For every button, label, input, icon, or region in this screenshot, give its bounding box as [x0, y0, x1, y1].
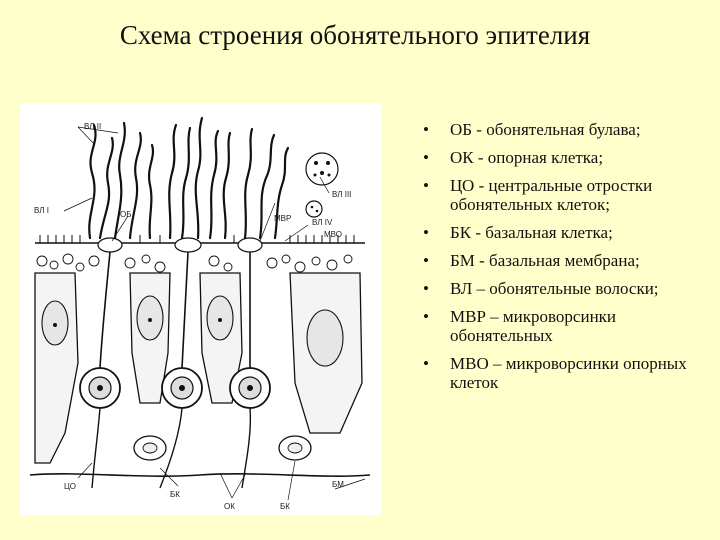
- label-vl1: ВЛ I: [34, 206, 49, 215]
- legend-list: [420, 120, 705, 401]
- legend-item-ob: • ОБ - обонятельная булава;: [420, 120, 705, 139]
- legend-item-mvo: • МВО – микроворсинки опорных клеток: [420, 354, 705, 392]
- olfactory-clubs: [98, 238, 262, 252]
- legend-item-vl: • ВЛ – обонятельные волоски;: [420, 279, 705, 298]
- legend-item-ok: • ОК - опорная клетка;: [420, 148, 705, 167]
- label-bm: БМ: [332, 480, 344, 489]
- legend-item-bm: • БМ - базальная мембрана;: [420, 251, 705, 270]
- label-co: ЦО: [64, 482, 76, 491]
- label-vl4: ВЛ IV: [312, 218, 333, 227]
- legend-item-co: • ЦО - центральные отростки обонятельных клеток;: [420, 176, 705, 214]
- olfactory-epithelium-diagram: [20, 103, 382, 515]
- granular-layer: [37, 254, 352, 272]
- label-ob: ОБ: [120, 210, 132, 219]
- label-vl3: ВЛ III: [332, 190, 352, 199]
- basal-cells: [134, 436, 311, 460]
- label-ok: ОК: [224, 502, 235, 511]
- label-vl2: ВЛ II: [84, 122, 102, 131]
- label-mvo: МВО: [324, 230, 342, 239]
- label-mvr: МВР: [274, 214, 292, 223]
- basal-cell-nuclei: [143, 443, 302, 453]
- legend-item-mvr: • МВР – микроворсинки обонятельных: [420, 307, 705, 345]
- legend-item-bk: • БК - базальная клетка;: [420, 223, 705, 242]
- supporting-cells: [35, 273, 362, 463]
- olfactory-hairs: [89, 118, 288, 238]
- slide-title: Схема строения обонятельного эпителия: [119, 20, 591, 50]
- label-bk-1: БК: [170, 490, 180, 499]
- label-bk-2: БК: [280, 502, 290, 511]
